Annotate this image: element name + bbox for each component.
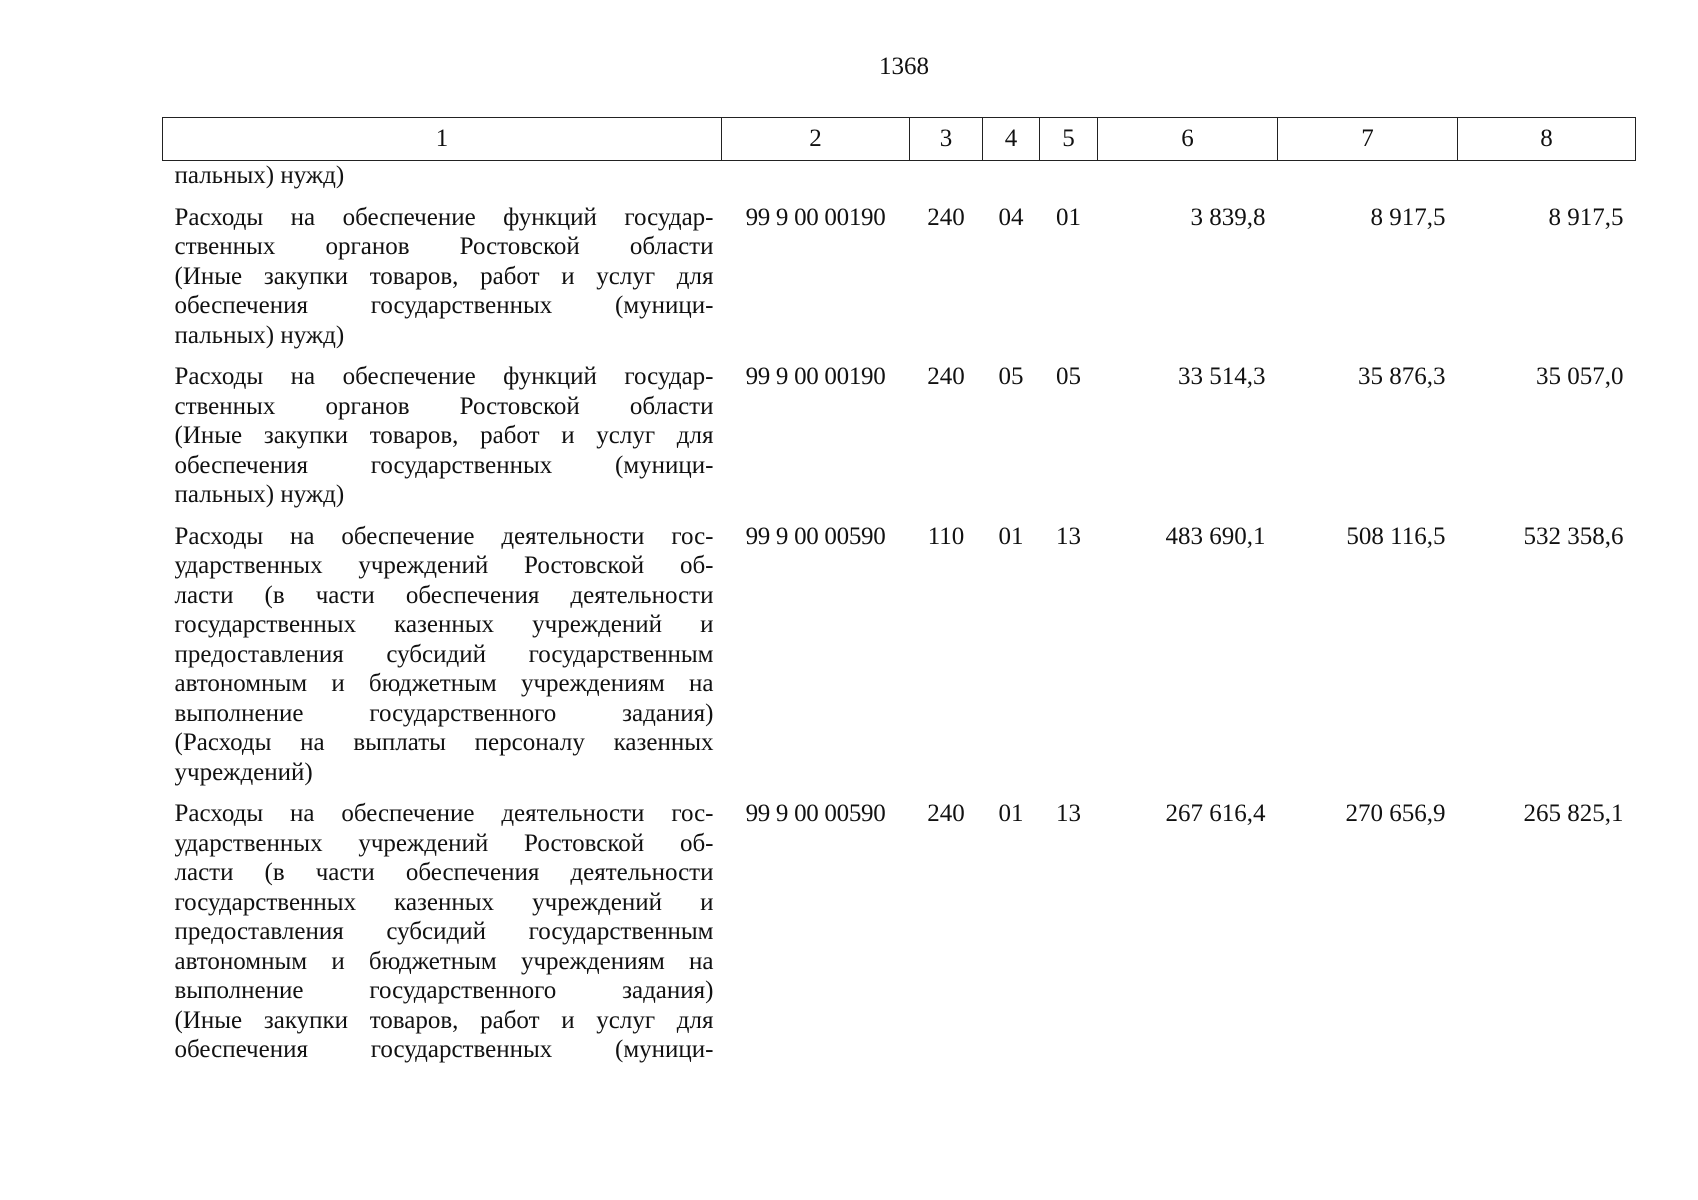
budget-code: 99 9 00 00190 <box>745 203 886 231</box>
description-line: (Иные закупки товаров, работ и услуг для <box>174 422 714 449</box>
amount-col-6: 3 839,8 <box>1190 203 1266 231</box>
amount-col-6: 33 514,3 <box>1178 363 1266 390</box>
expense-description <box>163 510 722 788</box>
description-line: обеспечения государственных (муници- <box>174 1036 714 1063</box>
section-code: 01 <box>998 800 1024 827</box>
expense-description <box>163 787 722 1065</box>
description-line: учреждений) <box>174 758 313 786</box>
description-line: выполнение государственного задания) <box>174 977 714 1004</box>
table-row <box>163 787 1636 1065</box>
subsection-code: 13 <box>1056 800 1081 827</box>
header-cell-7: 7 <box>1278 118 1458 161</box>
header-cell-3: 3 <box>910 118 983 161</box>
header-cell-1: 1 <box>163 118 722 161</box>
amount-col-8: 35 057,0 <box>1536 363 1624 390</box>
page-number: 1368 <box>879 53 929 80</box>
description-line: пальных) нужд) <box>174 481 345 508</box>
amount-col-7: 8 917,5 <box>1370 203 1446 231</box>
budget-code: 99 9 00 00590 <box>745 522 886 550</box>
budget-code: 99 9 00 00590 <box>745 800 886 827</box>
description-line: ласти (в части обеспечения деятельности <box>174 581 714 609</box>
description-line: ласти (в части обеспечения деятельности <box>174 859 714 886</box>
expense-description <box>163 350 722 510</box>
description-line: ственных органов Ростовской области <box>174 392 714 420</box>
header-cell-8: 8 <box>1458 118 1636 161</box>
header-cell-4: 4 <box>983 118 1040 161</box>
expense-type-code: 240 <box>927 800 965 827</box>
budget-table <box>162 117 1636 1065</box>
subsection-code: 13 <box>1056 522 1081 550</box>
description-line: пальных) нужд) <box>174 321 345 349</box>
header-row <box>163 118 1636 161</box>
expense-type-code: 240 <box>927 363 965 390</box>
description-line: ударственных учреждений Ростовской об- <box>174 552 714 579</box>
amount-col-6: 267 616,4 <box>1165 800 1266 827</box>
subsection-code: 01 <box>1056 203 1081 231</box>
amount-col-8: 8 917,5 <box>1548 203 1624 231</box>
description-line: Расходы на обеспечение функций государ- <box>174 203 714 231</box>
continuation-line: пальных) нужд) <box>174 162 345 189</box>
header-cell-6: 6 <box>1098 118 1278 161</box>
description-line: обеспечения государственных (муници- <box>174 292 714 319</box>
description-line: (Расходы на выплаты персоналу казенных <box>174 729 714 756</box>
description-line: автономным и бюджетным учреждениям на <box>174 670 714 697</box>
continuation-text <box>163 161 722 191</box>
subsection-code: 05 <box>1056 363 1081 390</box>
description-line: ударственных учреждений Ростовской об- <box>174 829 714 857</box>
header-cell-5: 5 <box>1040 118 1098 161</box>
table-row <box>163 510 1636 788</box>
section-code: 05 <box>998 363 1024 390</box>
description-line: обеспечения государственных (муници- <box>174 451 714 479</box>
description-line: государственных казенных учреждений и <box>174 611 714 638</box>
section-code: 04 <box>998 203 1024 231</box>
description-line: Расходы на обеспечение функций государ- <box>174 363 714 390</box>
expense-type-code: 240 <box>927 203 965 231</box>
description-line: Расходы на обеспечение деятельности гос- <box>174 800 714 827</box>
amount-col-6: 483 690,1 <box>1165 522 1266 550</box>
amount-col-8: 532 358,6 <box>1523 522 1624 550</box>
description-line: (Иные закупки товаров, работ и услуг для <box>174 262 714 290</box>
amount-col-7: 508 116,5 <box>1346 522 1446 550</box>
amount-col-8: 265 825,1 <box>1523 800 1624 827</box>
description-line: предоставления субсидий государственным <box>174 640 714 668</box>
budget-code: 99 9 00 00190 <box>745 363 886 390</box>
description-line: автономным и бюджетным учреждениям на <box>174 947 714 975</box>
description-line: Расходы на обеспечение деятельности гос- <box>174 522 714 550</box>
description-line: выполнение государственного задания) <box>174 699 714 727</box>
description-line: (Иные закупки товаров, работ и услуг для <box>174 1006 714 1034</box>
description-line: предоставления субсидий государственным <box>174 918 714 945</box>
header-cell-2: 2 <box>722 118 910 161</box>
continuation-row <box>163 161 1636 191</box>
amount-col-7: 270 656,9 <box>1345 800 1446 827</box>
expense-description <box>163 191 722 351</box>
description-line: ственных органов Ростовской области <box>174 233 714 260</box>
table-row <box>163 191 1636 351</box>
amount-col-7: 35 876,3 <box>1358 363 1446 390</box>
expense-type-code: 110 <box>927 522 965 550</box>
table-row <box>163 350 1636 510</box>
section-code: 01 <box>998 522 1024 550</box>
description-line: государственных казенных учреждений и <box>174 888 714 916</box>
